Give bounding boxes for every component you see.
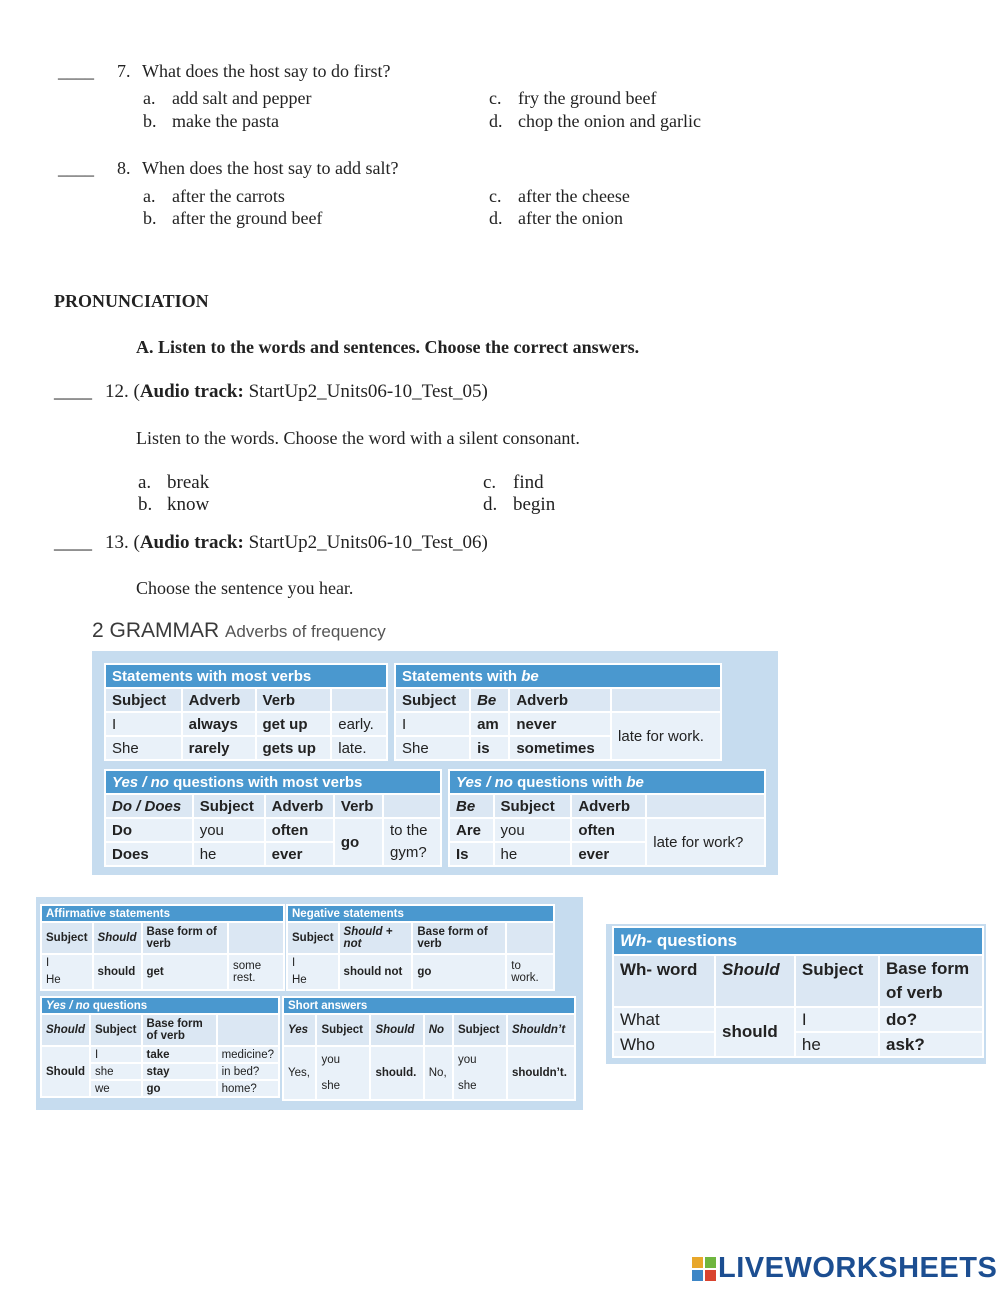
cell: get up: [256, 712, 332, 736]
table-header: [395, 664, 721, 688]
col-header: Base form of verb: [142, 1014, 217, 1046]
table-yn-be: [448, 769, 766, 867]
option-text: know: [167, 494, 210, 515]
cell: go: [142, 1080, 217, 1097]
option-letter: c.: [483, 472, 497, 493]
option-letter: b.: [143, 111, 157, 131]
cell: She: [105, 736, 182, 760]
cell: always: [182, 712, 256, 736]
cell: some rest.: [228, 954, 284, 990]
col-header: Yes: [283, 1014, 316, 1046]
col-header: Should: [715, 955, 795, 1007]
instruction: A. Listen to the words and sentences. Choose the correct answers.: [136, 337, 640, 357]
table-header-text: questions with most verbs: [168, 773, 363, 791]
option-text: fry the ground beef: [518, 88, 657, 108]
cell: often: [265, 818, 334, 842]
option-text: add salt and pepper: [172, 88, 312, 108]
table-short-answers: [282, 996, 576, 1101]
option-letter: b.: [143, 208, 157, 228]
cell: Is: [449, 842, 494, 866]
cell: should: [93, 954, 142, 990]
cell: do?: [879, 1007, 983, 1032]
cell: I: [105, 712, 182, 736]
cell: sometimes: [509, 736, 611, 760]
cell: you: [193, 818, 265, 842]
audio-label: Audio track:: [139, 381, 244, 402]
cell: She: [395, 736, 470, 760]
cell: Who: [613, 1032, 715, 1057]
col-header: Subject: [316, 1014, 370, 1046]
cell: he: [193, 842, 265, 866]
grammar-heading: [92, 619, 386, 643]
cell: home?: [217, 1080, 279, 1097]
question-12: [105, 381, 488, 403]
cell-line: I: [292, 957, 296, 969]
col-header: Should: [41, 1014, 90, 1046]
table-header-em: Yes / no: [112, 773, 169, 791]
col-header: Should: [93, 922, 142, 954]
option-letter: d.: [483, 494, 498, 515]
col-header: Adverb: [571, 794, 646, 818]
cell: we: [90, 1080, 142, 1097]
question-prompt: Listen to the words. Choose the word with a silent consonant.: [136, 428, 580, 448]
col-header: Base form of verb: [879, 955, 983, 1007]
table-header-em: be: [521, 667, 539, 685]
table-header: Negative statements: [287, 905, 554, 922]
cell: Does: [105, 842, 193, 866]
table-statements-most-verbs: [104, 663, 388, 761]
option-text: begin: [513, 494, 556, 515]
cell: What: [613, 1007, 715, 1032]
option-letter: d.: [489, 208, 503, 228]
cell: stay: [142, 1063, 217, 1080]
cell: he: [494, 842, 572, 866]
option-letter: c.: [489, 88, 502, 108]
cell: go: [412, 954, 506, 990]
section-heading: PRONUNCIATION: [54, 291, 209, 311]
cell-line: He: [292, 974, 307, 986]
col-header: [506, 922, 554, 954]
cell: often: [571, 818, 646, 842]
table-header-em: be: [626, 773, 644, 791]
option-text: after the carrots: [172, 186, 285, 206]
cell: go: [334, 818, 383, 866]
table-header-em: Wh-: [620, 931, 653, 950]
table-header-em: Yes / no: [456, 773, 513, 791]
col-header: Subject: [105, 688, 182, 712]
cell: ever: [571, 842, 646, 866]
col-header: No: [424, 1014, 453, 1046]
col-header: Verb: [334, 794, 383, 818]
option-text: after the onion: [518, 208, 623, 228]
option-letter: a.: [143, 186, 156, 206]
cell: No,: [424, 1046, 453, 1100]
col-header: Be: [470, 688, 509, 712]
grammar-subtitle: Adverbs of frequency: [225, 622, 386, 641]
table-header-text: questions: [89, 999, 148, 1012]
cell: in bed?: [217, 1063, 279, 1080]
cell: Do: [105, 818, 193, 842]
option-text: break: [167, 472, 210, 493]
col-header: Subject: [90, 1014, 142, 1046]
option-text: make the pasta: [172, 111, 279, 131]
cell-line: she: [457, 1080, 477, 1092]
col-header: Adverb: [182, 688, 256, 712]
cell: I: [395, 712, 470, 736]
question-text: What does the host say to do first?: [142, 61, 391, 81]
col-header: Subject: [287, 922, 339, 954]
col-header: Be: [449, 794, 494, 818]
table-header-text: questions: [652, 931, 738, 950]
cell: [316, 1046, 370, 1100]
col-header: Do / Does: [105, 794, 193, 818]
cell: early.: [331, 712, 387, 736]
col-header: Adverb: [509, 688, 611, 712]
table-header: Affirmative statements: [41, 905, 284, 922]
question-prompt: Choose the sentence you hear.: [136, 578, 354, 598]
table-wh-questions: [612, 926, 984, 1058]
option-letter: a.: [143, 88, 156, 108]
cell-line: I: [46, 957, 50, 969]
col-header: Wh- word: [613, 955, 715, 1007]
table-statements-be: [394, 663, 722, 761]
col-header: Shouldn’t: [507, 1014, 575, 1046]
liveworksheets-logo-icon: [692, 1257, 716, 1281]
question-number: 13. (: [105, 532, 140, 553]
table-header: Short answers: [283, 997, 575, 1014]
option-letter: c.: [489, 186, 502, 206]
cell: to the gym?: [383, 818, 441, 866]
cell: should: [715, 1007, 795, 1057]
answer-blank-12[interactable]: ____: [54, 381, 92, 402]
option-letter: a.: [138, 472, 152, 493]
cell: shouldn’t.: [507, 1046, 575, 1100]
table-header-text: questions with: [512, 773, 627, 791]
col-header: [611, 688, 721, 712]
cell: medicine?: [217, 1046, 279, 1063]
grammar-title: GRAMMAR: [109, 619, 220, 642]
col-header: Should: [370, 1014, 423, 1046]
table-should-yn: [40, 996, 280, 1098]
cell: Should: [41, 1046, 90, 1097]
col-header: [383, 794, 441, 818]
audio-track: StartUp2_Units06-10_Test_06): [243, 532, 488, 553]
table-affirmative: [40, 904, 285, 991]
col-header: Subject: [193, 794, 265, 818]
cell: late for work.: [611, 712, 721, 760]
cell: [41, 954, 93, 990]
question-number: 7.: [117, 61, 131, 81]
col-header: [217, 1014, 279, 1046]
cell: am: [470, 712, 509, 736]
col-header: Subject: [395, 688, 470, 712]
liveworksheets-logo[interactable]: LIVEWORKSHEETS: [718, 1252, 998, 1284]
answer-blank-13[interactable]: ____: [54, 532, 92, 553]
col-header: [228, 922, 284, 954]
col-header: Adverb: [265, 794, 334, 818]
table-header-em: Yes / no: [46, 999, 90, 1012]
audio-track: StartUp2_Units06-10_Test_05): [243, 381, 488, 402]
cell: he: [795, 1032, 879, 1057]
question-13: [105, 532, 488, 554]
cell: should not: [339, 954, 413, 990]
cell: never: [509, 712, 611, 736]
cell-line: He: [46, 974, 61, 986]
cell: you: [494, 818, 572, 842]
cell-line: she: [321, 1080, 341, 1092]
cell: she: [90, 1063, 142, 1080]
cell: gets up: [256, 736, 332, 760]
col-header: [331, 688, 387, 712]
cell: [453, 1046, 507, 1100]
cell: to work.: [506, 954, 554, 990]
cell: ever: [265, 842, 334, 866]
table-yn-most-verbs: [104, 769, 442, 867]
cell: late for work?: [646, 818, 765, 866]
col-header: Base form of verb: [142, 922, 229, 954]
cell: is: [470, 736, 509, 760]
answer-blank-7[interactable]: ____: [58, 61, 94, 81]
table-header: [449, 770, 765, 794]
table-header: [41, 997, 279, 1014]
question-text: When does the host say to add salt?: [142, 158, 399, 178]
cell: [287, 954, 339, 990]
cell: rarely: [182, 736, 256, 760]
cell: Yes,: [283, 1046, 316, 1100]
question-number: 12. (: [105, 381, 140, 402]
col-header: Subject: [795, 955, 879, 1007]
option-text: chop the onion and garlic: [518, 111, 701, 131]
col-header: Subject: [453, 1014, 507, 1046]
table-header: Statements with most verbs: [105, 664, 387, 688]
cell: get: [142, 954, 229, 990]
cell: take: [142, 1046, 217, 1063]
table-negative: [286, 904, 555, 991]
option-text: after the cheese: [518, 186, 630, 206]
option-text: after the ground beef: [172, 208, 323, 228]
option-letter: b.: [138, 494, 153, 515]
audio-label: Audio track:: [139, 532, 244, 553]
grammar-number: 2: [92, 619, 104, 642]
col-header: Verb: [256, 688, 332, 712]
table-header: [613, 927, 983, 955]
option-text: find: [513, 472, 544, 493]
table-header: [105, 770, 441, 794]
cell: I: [795, 1007, 879, 1032]
col-header: Should + not: [339, 922, 413, 954]
cell: late.: [331, 736, 387, 760]
col-header: Subject: [494, 794, 572, 818]
cell: ask?: [879, 1032, 983, 1057]
option-letter: d.: [489, 111, 503, 131]
cell: I: [90, 1046, 142, 1063]
cell-line: you: [321, 1054, 341, 1066]
col-header: [646, 794, 765, 818]
col-header: Base form of verb: [412, 922, 506, 954]
table-header-text: Statements with: [402, 667, 522, 685]
cell: should.: [370, 1046, 423, 1100]
cell-line: you: [457, 1054, 477, 1066]
cell: Are: [449, 818, 494, 842]
answer-blank-8[interactable]: ____: [58, 158, 94, 178]
question-number: 8.: [117, 158, 131, 178]
col-header: Subject: [41, 922, 93, 954]
